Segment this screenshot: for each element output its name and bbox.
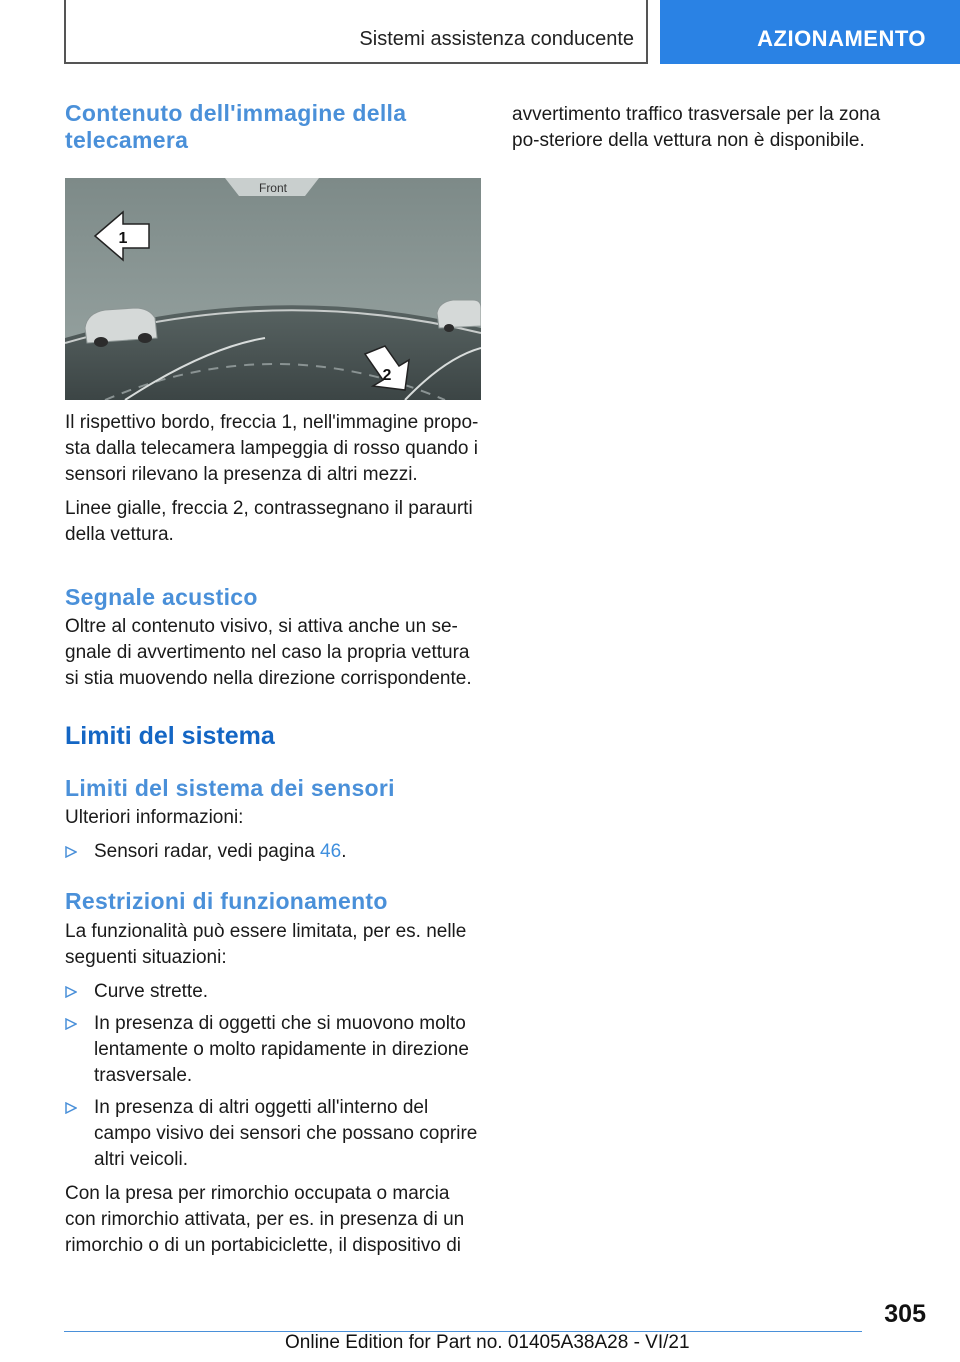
camera-front-label: Front	[258, 181, 288, 195]
heading-acoustic-signal: Segnale acustico	[65, 584, 258, 610]
list-item-text: In presenza di oggetti che si muovono molto lentamente o molto rapidamente in direzione trasversale.	[94, 1013, 469, 1086]
header-section-box	[64, 0, 648, 64]
paragraph-more-info: Ulteriori informazioni:	[65, 807, 244, 828]
heading-sensor-limits: Limiti del sistema dei sensori	[65, 775, 395, 801]
triangle-bullet-icon	[65, 846, 77, 858]
left-column	[65, 100, 481, 1259]
radar-bullet-period: .	[341, 841, 347, 862]
header-section-title: Sistemi assistenza conducente	[359, 28, 634, 50]
heading-system-limits: Limiti del sistema	[65, 722, 275, 750]
header-chapter-tab[interactable]	[660, 0, 960, 64]
triangle-bullet-icon	[65, 1018, 77, 1030]
right-column	[512, 100, 912, 154]
list-item	[65, 1011, 481, 1089]
camera-image	[65, 178, 481, 400]
list-item-radar	[65, 839, 481, 865]
paragraph-cross-traffic: avvertimento traffico trasversale per la zona po-steriore della vettura non è disponibile.	[512, 104, 881, 151]
paragraph-edge-flash: Il rispettivo bordo, freccia 1, nell'immagine propo-sta dalla telecamera lampeggia di rosso quando i sensori rilevano la presenza di altri mezzi.	[65, 412, 479, 485]
footer-edition: Online Edition for Part no. 01405A38A28 - VI/21	[285, 1332, 690, 1353]
radar-bullet-text: Sensori radar, vedi pagina	[94, 841, 321, 862]
triangle-bullet-icon	[65, 1102, 77, 1114]
header-chapter-tab-label: AZIONAMENTO	[757, 26, 926, 51]
list-item	[65, 979, 481, 1005]
page-number: 305	[884, 1300, 926, 1328]
paragraph-acoustic: Oltre al contenuto visivo, si attiva anche un se-gnale di avvertimento nel caso la propria vettura si stia muovendo nella direzione corrispondente.	[65, 616, 472, 689]
list-item	[65, 1095, 481, 1173]
camera-arrow-1-label: 1	[118, 230, 128, 247]
heading-camera-content: Contenuto dell'immagine della telecamera	[65, 100, 407, 153]
paragraph-yellow-lines: Linee gialle, freccia 2, contrassegnano il paraurti della vettura.	[65, 498, 473, 545]
paragraph-restrictions-intro: La funzionalità può essere limitata, per es. nelle seguenti situazioni:	[65, 921, 467, 968]
page-link-46[interactable]: 46	[320, 841, 342, 862]
camera-arrow-2-label: 2	[382, 367, 392, 384]
paragraph-trailer: Con la presa per rimorchio occupata o marcia con rimorchio attivata, per es. in presenza di un rimorchio o di un portabiciclette, il dispositivo di	[65, 1183, 465, 1256]
triangle-bullet-icon	[65, 986, 77, 998]
list-item-text: In presenza di altri oggetti all'interno del campo visivo dei sensori che possano coprire altri veicoli.	[94, 1097, 478, 1170]
heading-operation-restrictions: Restrizioni di funzionamento	[65, 888, 388, 914]
list-item-text: Curve strette.	[94, 981, 209, 1002]
